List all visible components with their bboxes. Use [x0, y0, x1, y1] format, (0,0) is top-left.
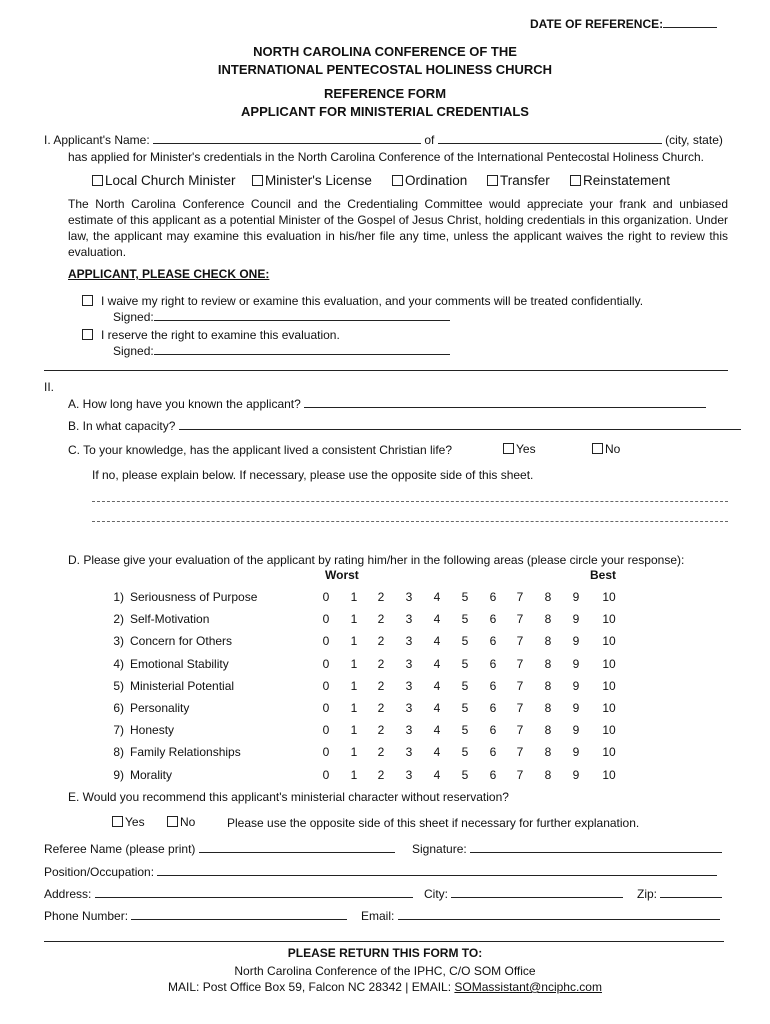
rating-score-option[interactable]: 5 [461, 723, 469, 738]
rating-row [108, 612, 638, 630]
rating-score-option[interactable]: 7 [516, 678, 524, 693]
checkbox-icon[interactable] [112, 816, 123, 827]
rating-row [108, 679, 638, 697]
rating-score-option[interactable]: 10 [602, 634, 616, 649]
rating-label: Honesty [130, 723, 175, 738]
rating-score-option[interactable]: 2 [377, 767, 385, 782]
rating-score-option[interactable]: 5 [461, 634, 469, 649]
applicant-name-row [44, 133, 723, 147]
rating-score-option[interactable]: 0 [322, 745, 330, 760]
category-reinstatement[interactable]: Reinstatement [570, 173, 670, 188]
rating-score-option[interactable]: 3 [405, 767, 413, 782]
rating-score-option[interactable]: 9 [572, 745, 580, 760]
rating-score-option[interactable]: 5 [461, 767, 469, 782]
reserve-signature-field[interactable] [154, 344, 450, 355]
category-ordination[interactable]: Ordination [392, 173, 467, 188]
rating-score-option[interactable]: 5 [461, 590, 469, 604]
rating-score-option[interactable]: 0 [322, 612, 330, 627]
explanation-line-1[interactable] [92, 501, 728, 502]
question-a: A. How long have you known the applicant? [68, 397, 706, 411]
referee-name-field[interactable] [199, 842, 395, 853]
rating-score-option[interactable]: 1 [350, 590, 358, 604]
e-note: Please use the opposite side of this sheet if necessary for further explanation. [227, 816, 640, 830]
rating-label: Seriousness of Purpose [130, 590, 258, 604]
rating-score-option[interactable]: 9 [572, 590, 580, 604]
rating-score-option[interactable]: 1 [350, 723, 358, 738]
email-row [361, 909, 720, 923]
rating-score-option[interactable]: 10 [602, 701, 616, 715]
rating-score-option[interactable]: 3 [405, 723, 413, 738]
signed-label: Signed: [113, 344, 154, 358]
rating-score-option[interactable]: 5 [461, 701, 469, 715]
rating-score-option[interactable]: 6 [489, 656, 497, 671]
rating-score-option[interactable]: 7 [516, 634, 524, 649]
reserve-option[interactable]: I reserve the right to examine this evaluation. [82, 328, 340, 342]
c-no-option[interactable]: No [592, 442, 620, 456]
rating-score-option[interactable]: 2 [377, 745, 385, 760]
return-heading: PLEASE RETURN THIS FORM TO: [287, 946, 483, 960]
rating-score-option[interactable]: 10 [602, 590, 616, 604]
rating-score-option[interactable]: 3 [405, 745, 413, 760]
applied-text: has applied for Minister's credentials in the North Carolina Conference of the International Pentecostal Holiness Church. [68, 150, 704, 164]
rating-label: Self-Motivation [130, 612, 210, 627]
section-divider [44, 370, 728, 371]
rating-score-option[interactable]: 0 [322, 701, 330, 715]
rating-score-option[interactable]: 10 [602, 723, 616, 738]
rating-score-option[interactable]: 6 [489, 678, 497, 693]
org-title-line-1: NORTH CAROLINA CONFERENCE OF THE [253, 44, 517, 59]
rating-score-option[interactable]: 4 [433, 634, 441, 649]
rating-score-option[interactable]: 9 [572, 723, 580, 738]
return-contact [0, 980, 770, 994]
rating-score-option[interactable]: 0 [322, 678, 330, 693]
e-yes-option[interactable]: Yes [112, 815, 145, 829]
rating-row [108, 723, 638, 741]
referee-name-row [44, 842, 395, 856]
rating-score-option[interactable]: 10 [602, 656, 616, 671]
rating-score-option[interactable]: 6 [489, 612, 497, 627]
rating-score-option[interactable]: 7 [516, 767, 524, 782]
rating-score-option[interactable]: 3 [405, 634, 413, 649]
phone-row [44, 909, 347, 923]
form-title-line-1: REFERENCE FORM [323, 86, 447, 101]
date-field[interactable] [663, 17, 717, 28]
city-state-field[interactable] [438, 133, 662, 144]
rating-row [108, 634, 638, 652]
question-b: B. In what capacity? [68, 419, 741, 433]
rating-score-option[interactable]: 3 [405, 612, 413, 627]
rating-score-option[interactable]: 6 [489, 590, 497, 604]
rating-score-option[interactable]: 2 [377, 612, 385, 627]
rating-score-option[interactable]: 2 [377, 678, 385, 693]
rating-score-option[interactable]: 4 [433, 723, 441, 738]
rating-score-option[interactable]: 3 [405, 678, 413, 693]
date-of-reference-label: DATE OF REFERENCE: [530, 17, 664, 31]
position-row [44, 865, 717, 879]
rating-score-option[interactable]: 4 [433, 590, 441, 604]
footer-divider [44, 941, 724, 942]
rating-row [108, 590, 638, 608]
org-title-line-2: INTERNATIONAL PENTECOSTAL HOLINESS CHURCH [217, 62, 553, 77]
city-label: City: [424, 887, 448, 901]
checkbox-icon[interactable] [167, 816, 178, 827]
rating-score-option[interactable]: 0 [322, 767, 330, 782]
position-label: Position/Occupation: [44, 865, 155, 879]
email-link[interactable]: SOMassistant@nciphc.com [454, 980, 602, 994]
rating-score-option[interactable]: 7 [516, 701, 524, 715]
rating-score-option[interactable]: 8 [544, 678, 552, 693]
rating-score-option[interactable]: 7 [516, 590, 524, 604]
rating-score-option[interactable]: 2 [377, 656, 385, 671]
capacity-field[interactable] [179, 419, 741, 430]
rating-score-option[interactable]: 0 [322, 723, 330, 738]
rating-label: Emotional Stability [130, 656, 229, 671]
rating-label: Family Relationships [130, 745, 241, 760]
referee-name-label: Referee Name (please print) [44, 842, 196, 856]
explanation-line-2[interactable] [92, 521, 728, 522]
rating-score-option[interactable]: 1 [350, 767, 358, 782]
city-state-label: (city, state) [665, 133, 723, 147]
rating-score-option[interactable]: 5 [461, 656, 469, 671]
rating-label: Personality [130, 701, 190, 715]
rating-score-option[interactable]: 2 [377, 701, 385, 715]
checkbox-icon[interactable] [487, 175, 498, 186]
applicant-name-label: I. Applicant's Name: [44, 133, 150, 147]
email-field[interactable] [398, 909, 720, 920]
checkbox-icon[interactable] [503, 443, 514, 454]
zip-row [637, 887, 722, 901]
question-e: E. Would you recommend this applicant's ministerial character without reservation? [68, 790, 509, 804]
checkbox-icon[interactable] [252, 175, 263, 186]
rating-score-option[interactable]: 5 [461, 612, 469, 627]
rating-score-option[interactable]: 8 [544, 612, 552, 627]
signature-label: Signature: [412, 842, 467, 856]
category-ministers-license[interactable]: Minister's License [252, 173, 372, 188]
rating-score-option[interactable]: 1 [350, 701, 358, 715]
rating-score-option[interactable]: 1 [350, 634, 358, 649]
section-2-label: II. [44, 380, 55, 394]
rating-score-option[interactable]: 4 [433, 656, 441, 671]
rating-number: 2) [113, 612, 124, 627]
reserve-signed-row [113, 344, 450, 358]
rating-score-option[interactable]: 7 [516, 745, 524, 760]
question-c: C. To your knowledge, has the applicant lived a consistent Christian life? [68, 443, 452, 457]
e-no-option[interactable]: No [167, 815, 195, 829]
city-field[interactable] [451, 887, 623, 898]
checkbox-icon[interactable] [570, 175, 581, 186]
of-label: of [424, 133, 435, 147]
worst-label: Worst [325, 568, 359, 582]
rating-score-option[interactable]: 0 [322, 634, 330, 649]
address-label: Address: [44, 887, 92, 901]
if-no-instruction: If no, please explain below. If necessary, please use the opposite side of this sheet. [92, 468, 534, 482]
rating-number: 6) [113, 701, 124, 715]
rating-row [108, 768, 638, 786]
check-one-heading: APPLICANT, PLEASE CHECK ONE: [68, 267, 270, 281]
known-applicant-field[interactable] [304, 397, 706, 408]
rating-score-option[interactable]: 9 [572, 701, 580, 715]
rating-score-option[interactable]: 0 [322, 590, 330, 604]
rating-score-option[interactable]: 6 [489, 634, 497, 649]
waive-signature-field[interactable] [154, 310, 450, 321]
rating-score-option[interactable]: 3 [405, 590, 413, 604]
rating-score-option[interactable]: 1 [350, 678, 358, 693]
rating-number: 9) [113, 767, 124, 782]
waive-signed-row [113, 310, 450, 324]
c-yes-option[interactable]: Yes [503, 442, 536, 456]
rating-number: 8) [113, 745, 124, 760]
rating-score-option[interactable]: 9 [572, 767, 580, 782]
address-field[interactable] [95, 887, 413, 898]
rating-score-option[interactable]: 3 [405, 701, 413, 715]
rating-score-option[interactable]: 7 [516, 656, 524, 671]
rating-label: Morality [130, 767, 173, 782]
rating-row [108, 701, 638, 719]
form-title-line-2: APPLICANT FOR MINISTERIAL CREDENTIALS [241, 104, 529, 119]
rating-score-option[interactable]: 4 [433, 745, 441, 760]
rating-score-option[interactable]: 7 [516, 723, 524, 738]
rating-score-option[interactable]: 3 [405, 656, 413, 671]
rating-score-option[interactable]: 6 [489, 745, 497, 760]
rating-number: 4) [113, 656, 124, 671]
rating-score-option[interactable]: 4 [433, 612, 441, 627]
rating-label: Ministerial Potential [130, 678, 235, 693]
rating-score-option[interactable]: 10 [602, 745, 616, 760]
question-d: D. Please give your evaluation of the applicant by rating him/her in the following areas (please circle your response): [68, 553, 685, 567]
rating-number: 1) [113, 590, 124, 604]
rating-score-option[interactable]: 10 [602, 767, 616, 782]
rating-score-option[interactable]: 5 [461, 745, 469, 760]
rating-score-option[interactable]: 5 [461, 678, 469, 693]
rating-score-option[interactable]: 8 [544, 634, 552, 649]
applicant-name-field[interactable] [153, 133, 421, 144]
waive-option[interactable]: I waive my right to review or examine this evaluation, and your comments will be treated confidentially. [82, 294, 643, 308]
rating-score-option[interactable]: 1 [350, 745, 358, 760]
rating-number: 5) [113, 678, 124, 693]
checkbox-icon[interactable] [82, 329, 93, 340]
checkbox-icon[interactable] [92, 175, 103, 186]
rating-score-option[interactable]: 8 [544, 656, 552, 671]
checkbox-icon[interactable] [392, 175, 403, 186]
rating-score-option[interactable]: 6 [489, 723, 497, 738]
intro-paragraph: The North Carolina Conference Council and the Credentialing Committee would appreciate your frank and unbiased estimate of this applicant as a potential Minister of the Gospel of Jesus Christ, holding credentials in this organization. Under law, the applicant may examine this evaluation in his/her file any time, unless the applicant waives the right to review this evaluation. [68, 197, 728, 259]
rating-score-option[interactable]: 9 [572, 612, 580, 627]
rating-score-option[interactable]: 2 [377, 723, 385, 738]
rating-score-option[interactable]: 4 [433, 767, 441, 782]
address-row [44, 887, 413, 901]
rating-score-option[interactable]: 9 [572, 634, 580, 649]
rating-score-option[interactable]: 8 [544, 723, 552, 738]
position-field[interactable] [157, 865, 717, 876]
rating-score-option[interactable]: 2 [377, 590, 385, 604]
signature-field[interactable] [470, 842, 722, 853]
rating-score-option[interactable]: 4 [433, 678, 441, 693]
rating-score-option[interactable]: 2 [377, 634, 385, 649]
category-local-church-minister[interactable]: Local Church Minister [92, 173, 236, 188]
phone-label: Phone Number: [44, 909, 129, 923]
rating-row [108, 657, 638, 675]
rating-number: 3) [113, 634, 124, 649]
rating-score-option[interactable]: 6 [489, 701, 497, 715]
signed-label: Signed: [113, 310, 154, 324]
phone-field[interactable] [131, 909, 347, 920]
signature-row [412, 842, 722, 856]
checkbox-icon[interactable] [82, 295, 93, 306]
zip-field[interactable] [660, 887, 722, 898]
best-label: Best [590, 568, 617, 582]
rating-score-option[interactable]: 8 [544, 745, 552, 760]
rating-score-option[interactable]: 1 [350, 656, 358, 671]
mail-address: MAIL: Post Office Box 59, Falcon NC 28342 | EMAIL: [168, 980, 452, 994]
rating-label: Concern for Others [130, 634, 233, 649]
city-row [424, 887, 623, 901]
rating-score-option[interactable]: 8 [544, 701, 552, 715]
rating-score-option[interactable]: 7 [516, 612, 524, 627]
return-org: North Carolina Conference of the IPHC, C/O SOM Office [234, 964, 536, 978]
rating-score-option[interactable]: 0 [322, 656, 330, 671]
email-label: Email: [361, 909, 395, 923]
rating-score-option[interactable]: 4 [433, 701, 441, 715]
checkbox-icon[interactable] [592, 443, 603, 454]
rating-score-option[interactable]: 9 [572, 678, 580, 693]
rating-number: 7) [113, 723, 124, 738]
category-transfer[interactable]: Transfer [487, 173, 550, 188]
rating-score-option[interactable]: 6 [489, 767, 497, 782]
rating-score-option[interactable]: 1 [350, 612, 358, 627]
rating-score-option[interactable]: 10 [602, 678, 616, 693]
rating-row [108, 745, 638, 763]
zip-label: Zip: [637, 887, 658, 901]
rating-score-option[interactable]: 9 [572, 656, 580, 671]
rating-score-option[interactable]: 8 [544, 590, 552, 604]
rating-score-option[interactable]: 10 [602, 612, 616, 627]
date-of-reference [530, 17, 717, 31]
rating-score-option[interactable]: 8 [544, 767, 552, 782]
